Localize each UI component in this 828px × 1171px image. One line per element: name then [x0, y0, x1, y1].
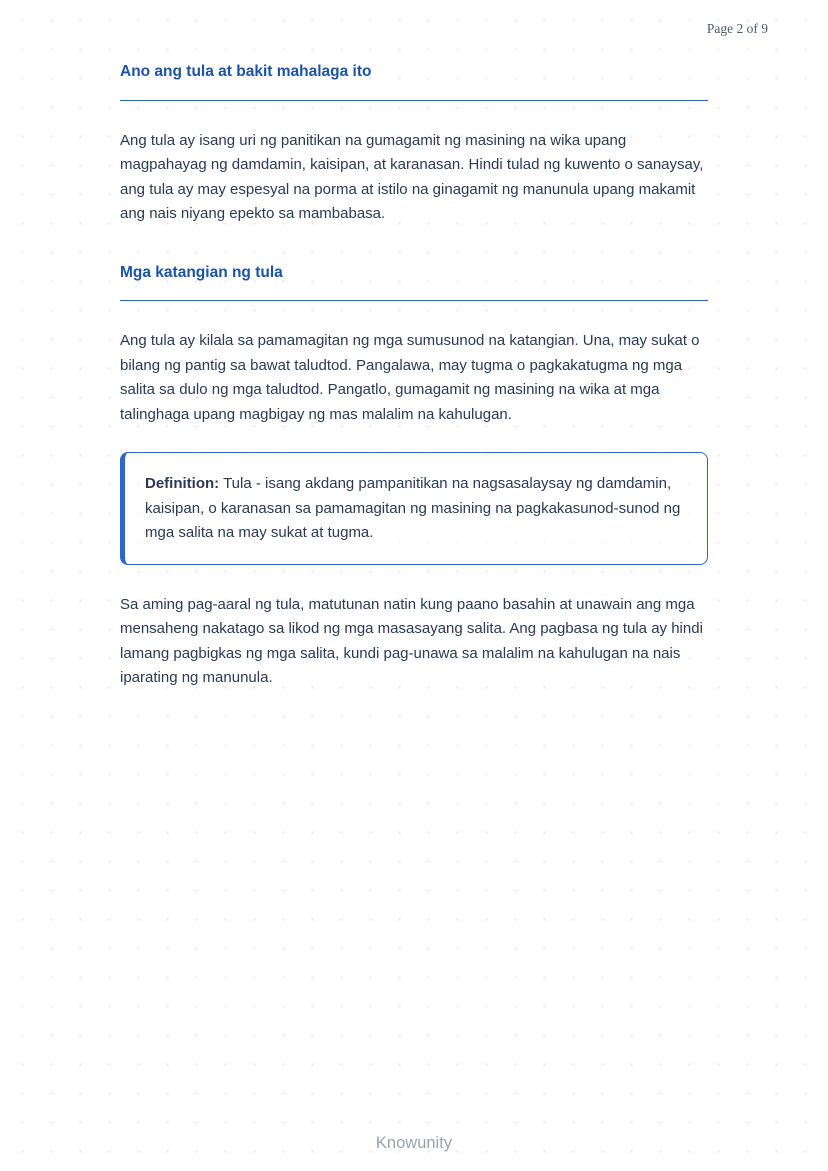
document-content	[120, 60, 708, 716]
definition-text: Tula - isang akdang pampanitikan na nagsasalaysay ng damdamin, kaisipan, o karanasan sa pamamagitan ng masining na pagkakasunod-sunod ng mga salita na may sukat at tugma.	[145, 475, 681, 541]
section-body-intro: Ang tula ay isang uri ng panitikan na gumagamit ng masining na wika upang magpahayag ng damdamin, kaisipan, at karanasan. Hindi tulad ng kuwento o sanaysay, ang tula ay may espesyal na porma at istilo na ginagamit ng manunula upang makamit ang nais niyang epekto sa mambabasa.	[120, 131, 704, 222]
section-characteristics	[120, 261, 708, 428]
section-heading-intro: Ano ang tula at bakit mahalaga ito	[120, 60, 708, 101]
definition-text-wrapper	[145, 472, 687, 546]
section-intro	[120, 60, 708, 227]
footer-brand: Knowunity	[375, 1134, 453, 1152]
section-body-characteristics: Ang tula ay kilala sa pamamagitan ng mga sumusunod na katangian. Una, may sukat o bilang ng pantig sa bawat taludtod. Pangalawa, may tugma o pagkakatugma ng mga salita sa dulo ng mga taludtod. Pangatlo, gumagamit ng masining na wika at mga talinghaga upang magbigay ng mas malalim na kahulugan.	[120, 332, 700, 423]
section-heading-characteristics: Mga katangian ng tula	[120, 261, 708, 302]
page-indicator: Page 2 of 9	[706, 21, 768, 36]
definition-label: Definition:	[145, 475, 220, 492]
closing-paragraph: Sa aming pag-aaral ng tula, matutunan natin kung paano basahin at unawain ang mga mensaheng nakatago sa likod ng mga masasayang salita. Ang pagbasa ng tula ay hindi lamang pagbigkas ng mga salita, kundi pag-unawa sa malalim na kahulugan na nais iparating ng manunula.	[120, 595, 703, 686]
definition-box	[120, 452, 708, 565]
